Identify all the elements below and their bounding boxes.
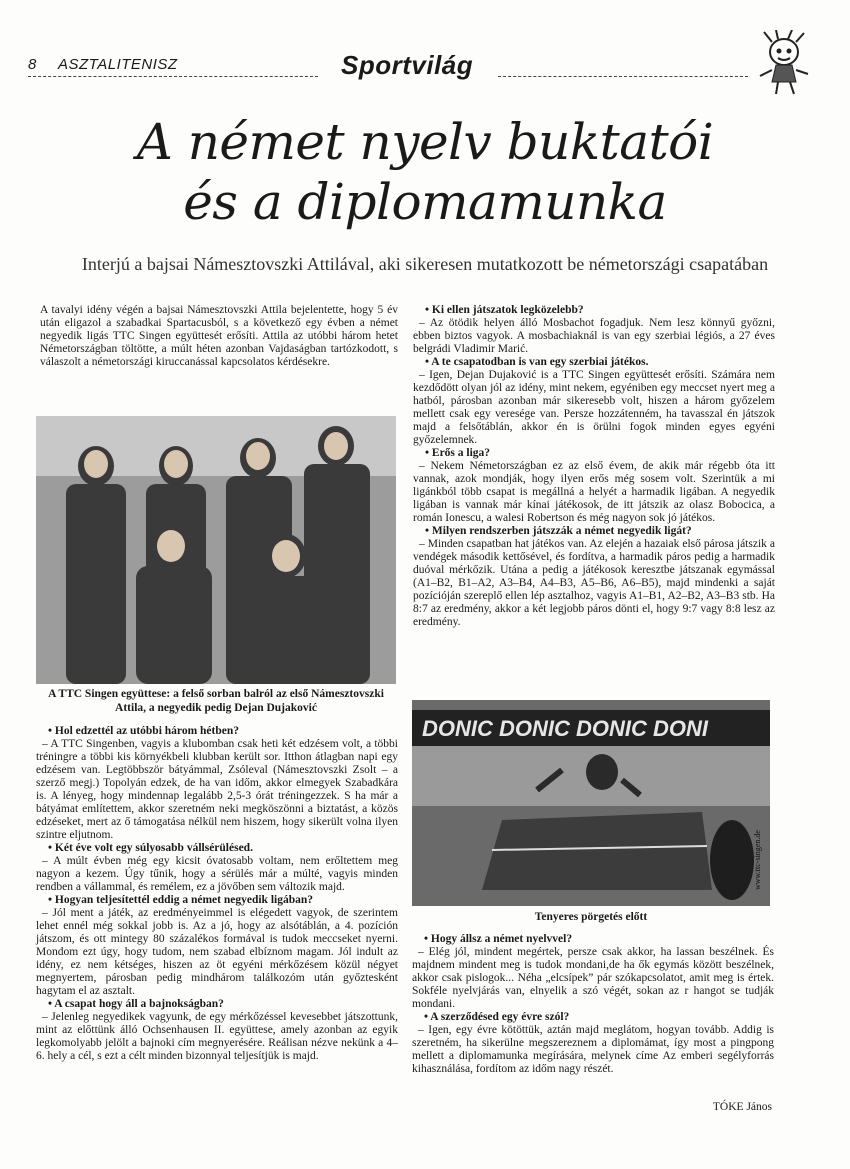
answer: – Minden csapatban hat játékos van. Az elején a hazaiak első párosa játszik a vendégek második kettősével, és fordítva, a harmadik páros pedig a harmadik duóval mérkőzik. Utána a pedig a játékosok keresztbe játszanak egymással (A1–B2, B1–A2, A3–B4, A4–B3, A5–B6, A6–B5), majd mindenki a saját pozícióján szereplő ellen lép asztalhoz, vagyis A1–B1, A2–B2, A3–B3 stb. Ha 8:7 az eredmény, akkor a két legjobb páros dönti el, hogy 9:7 vagy 8:8 lesz az eredmény. [413,538,775,628]
question: • Hol edzettél az utóbbi három hétben? [48,725,239,737]
answer: – A múlt évben még egy kicsit óvatosabb voltam, nem erőltettem meg nagyon a kezem. Úgy tűnik, hogy a sérülés már a múlté, vagyis minden rendben a vállammal, és remélem, ez a jövőben sem változik majd. [36,855,398,893]
header-rule-left [28,76,318,77]
left-qa-column [36,725,398,1063]
question: • Hogyan teljesítettél eddig a német negyedik ligában? [48,894,313,906]
right-qa-column-top [413,304,775,629]
mascot-icon [754,30,814,96]
right-qa-column-bottom [412,933,774,1076]
page-header [28,46,828,94]
answer: – Igen, egy évre kötöttük, aztán majd meglátom, hogyan tovább. Addig is szeretném, ha sikerülne megszereznem a diplomámat, így most a pingpong mellett a diplomamunka megírására, melynek címe Az emberi segélyforrás kihasználása, fordítom az időm nagy részét. [412,1024,774,1075]
question: • Ki ellen játszatok legközelebb? [425,304,584,316]
title-line-1: A német nyelv buktatói [136,113,714,171]
section-title: ASZTALITENISZ [58,56,178,73]
action-photo [412,700,770,906]
header-rule-right [498,76,748,77]
team-photo [36,416,396,684]
article-title [0,112,850,232]
action-photo-caption: Tenyeres pörgetés előtt [534,911,648,923]
title-line-2: és a diplomamunka [183,173,667,231]
answer: – Jól ment a játék, az eredményeimmel is elégedett vagyok, de szerintem lehet ennél még sokkal jobb is. Az a jó, hogy az alsótáblán, a 4. pozíción játszom, és ott mintegy 80 százalékos formával is tudok meccseket nyerni. Mondom ezt úgy, hogy tudom, nem szabad elbíznom magam. Jól indult az idény, ez nem kétséges, hiszen az öt egyéni mérkőzésem közül négyet megnyertem, párosban pedig mindhárom találkozóm után győztesként hagytam el az asztalt. [36,907,398,997]
team-photo-caption: A TTC Singen együttese: a felső sorban balról az első Námesztovszki Attila, a negyedik pedig Dejan Dujaković [48,688,384,714]
question: • A te csapatodban is van egy szerbiai játékos. [425,356,649,368]
answer: – Nekem Németországban ez az első évem, de akik már régebb óta itt vannak, azok mondják, hogy ilyen erős még sosem volt. Szerintük a mi ligánkból több csapat is megállná a helyét a harmadik ligában. A negyedik ligában is vannak már kínai játékosok, de itt játszik az olasz Bobocica, a román Ionescu, a walesi Robertson és még nagyon sok jó játékos. [413,460,775,524]
answer: – A TTC Singenben, vagyis a klubomban csak heti két edzésem volt, a többi tréningre a többi kis környékbeli klubban került sor. Itthon átlagban napi egy edzésem van. Legtöbbször bátyámmal, Zsóleval (Námesztovszki Zsolt – a szerző megj.) Topolyán edzek, de ha van időm, akkor elmegyek Szabadkára is. A lényeg, hogy mindennap legalább 2,5-3 órát tréningezzek. S ha már a bátyámat említettem, akkor szeretném neki megköszönni a biztatást, a közös edzéseket, mert az ő támogatása nélkül nem hiszem, hogy sikerült volna ilyen szintre eljutnom. [36,738,398,841]
photo-credit: www.ttc-singen.de [753,830,762,890]
question: • Erős a liga? [425,447,491,459]
author-signature: TÓKE János [712,1101,772,1113]
team-photo-image [36,416,396,684]
question: • A csapat hogy áll a bajnokságban? [48,998,224,1010]
answer: – Az ötödik helyen álló Mosbachot fogadjuk. Nem lesz könnyű győzni, ebben biztos vagyok. A mosbachiaknál is van egy szerbiai légiós, a 27 éves belgrádi Vladimir Marić. [413,317,775,355]
banner-text: DONIC DONIC DONIC DONI [422,716,708,741]
question: • Két éve volt egy súlyosabb vállsérülésed. [48,842,253,854]
answer: – Jelenleg negyedikek vagyunk, de egy mérkőzéssel kevesebbet játszottunk, mint az előttünk álló Ochsenhausen II. együttese, amely azonban az egyik legkomolyabb jelölt a bajnoki cím megnyerésére. Reálisan nézve nekünk a 4–6. hely a cél, s ezt a célt minden bizonnyal teljesítjük is majd. [36,1011,398,1062]
question: • Milyen rendszerben játszzák a német negyedik ligát? [425,525,692,537]
answer: – Igen, Dejan Dujaković is a TTC Singen együttesét erősíti. Számára nem kezdődött olyan jól az idény, mint nekem, egyéniben egy meccset nyert meg a hatból, párosban azonban már sikeresebb volt, hiszen a három győzelem mellett csak egy veresége van. Persze hozzátenném, ha tavasszal én játszok majd a felsőtáblán, akkor én is örülni fogok minden egyes egyéni győzelemnek. [413,369,775,446]
question: • Hogy állsz a német nyelvvel? [424,933,573,945]
publication-logo: Sportvilág [341,50,474,80]
article-subtitle: Interjú a bajsai Námesztovszki Attilával, aki sikeresen mutatkozott be németországi csapatában [81,254,769,274]
intro-column [40,304,398,369]
intro-paragraph: A tavalyi idény végén a bajsai Námesztovszki Attila bejelentette, hogy 5 év után eligazol a szabadkai Spartacusból, s a következő egy évben a német negyedik ligás TTC Singen együttesét erősíti. Attila az utóbbi három hetet Németországban töltötte, a múlt héten azonban Vajdaságban tartózkodott, s válaszolt a németországi kiruccanással kapcsolatos kérdésekre. [40,304,398,368]
action-photo-image [412,700,770,906]
answer: – Elég jól, mindent megértek, persze csak akkor, ha lassan beszélnek. És majdnem mindent meg is tudok mondani,de ha ők egymás között beszélnek, akkor csak pislogok... Néha „elcsípek” pár szókapcsolatot, amit meg is értek. Sokféle nyelvjárás van, elnyelik a szó végét, sokan az r hangot se tudják mondani. [412,946,774,1010]
page-number: 8 [28,56,37,73]
question: • A szerződésed egy évre szól? [424,1011,570,1023]
